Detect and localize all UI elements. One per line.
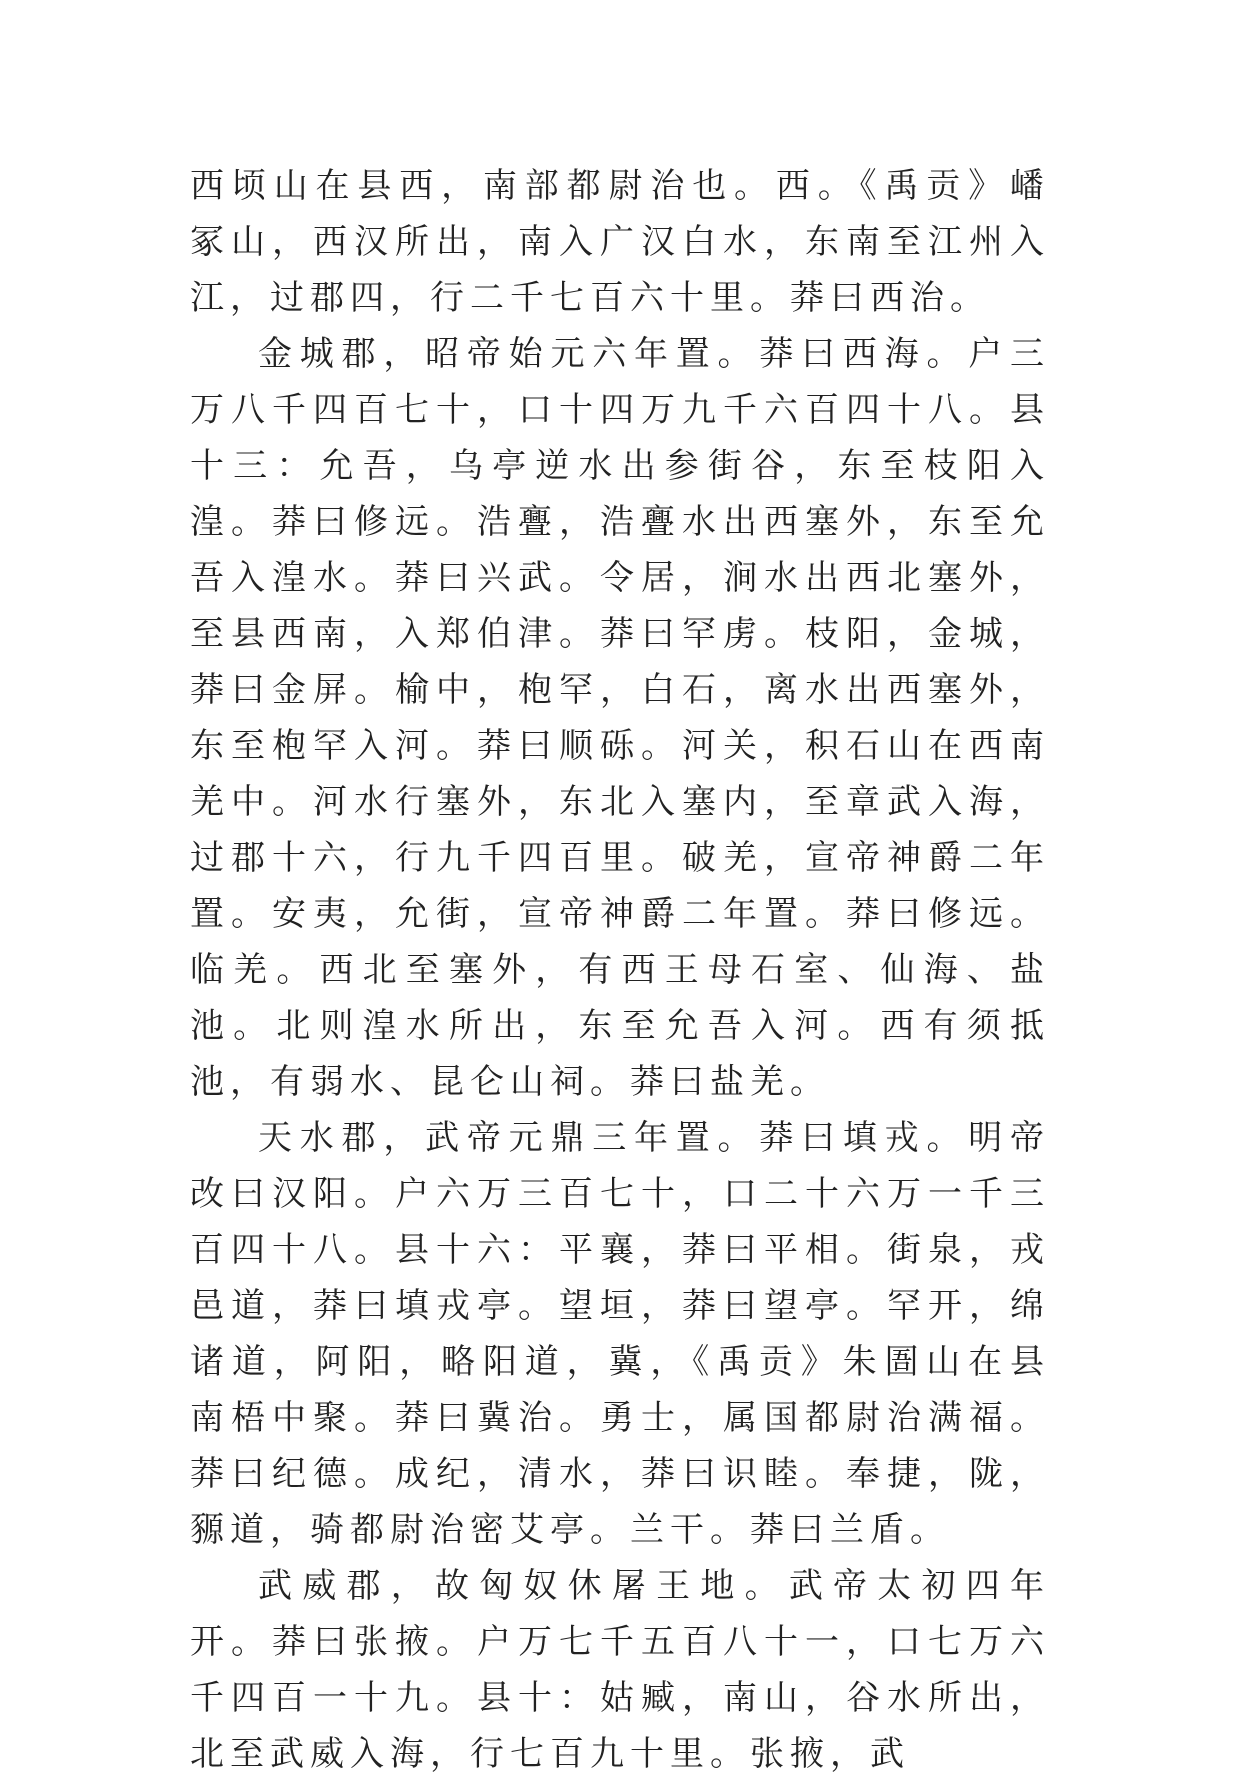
paragraph-3: 天水郡，武帝元鼎三年置。莽曰填戎。明帝改曰汉阳。户六万三百七十，口二十六万一千三百四十八。县十六：平襄，莽曰平相。街泉，戎邑道，莽曰填戎亭。望垣，莽曰望亭。罕开，绵诸道，阿阳，略阳道，冀，《禹贡》朱圄山在县南梧中聚。莽曰冀治。勇士，属国都尉治满福。莽曰纪德。成纪，清水，莽曰识睦。奉捷，陇，豲道，骑都尉治密艾亭。兰干。莽曰兰盾。 (190, 1118, 1050, 1550)
paragraph-4: 武威郡，故匈奴休屠王地。武帝太初四年开。莽曰张掖。户万七千五百八十一，口七万六千四百一十九。县十：姑臧，南山，谷水所出，北至武威入海，行七百九十里。张掖，武 (190, 1566, 1050, 1774)
document-body (190, 158, 1050, 1782)
paragraph-2: 金城郡，昭帝始元六年置。莽曰西海。户三万八千四百七十，口十四万九千六百四十八。县十三：允吾，乌亭逆水出参街谷，东至枝阳入湟。莽曰修远。浩亹，浩亹水出西塞外，东至允吾入湟水。莽曰兴武。令居，涧水出西北塞外，至县西南，入郑伯津。莽曰罕虏。枝阳，金城，莽曰金屏。榆中，枹罕，白石，离水出西塞外，东至枹罕入河。莽曰顺砾。河关，积石山在西南羌中。河水行塞外，东北入塞内，至章武入海，过郡十六，行九千四百里。破羌，宣帝神爵二年置。安夷，允街，宣帝神爵二年置。莽曰修远。临羌。西北至塞外，有西王母石室、仙海、盐池。北则湟水所出，东至允吾入河。西有须抵池，有弱水、昆仑山祠。莽曰盐羌。 (190, 334, 1050, 1102)
paragraph-1: 西顷山在县西，南部都尉治也。西。《禹贡》嶓冢山，西汉所出，南入广汉白水，东南至江州入江，过郡四，行二千七百六十里。莽曰西治。 (190, 166, 1050, 318)
